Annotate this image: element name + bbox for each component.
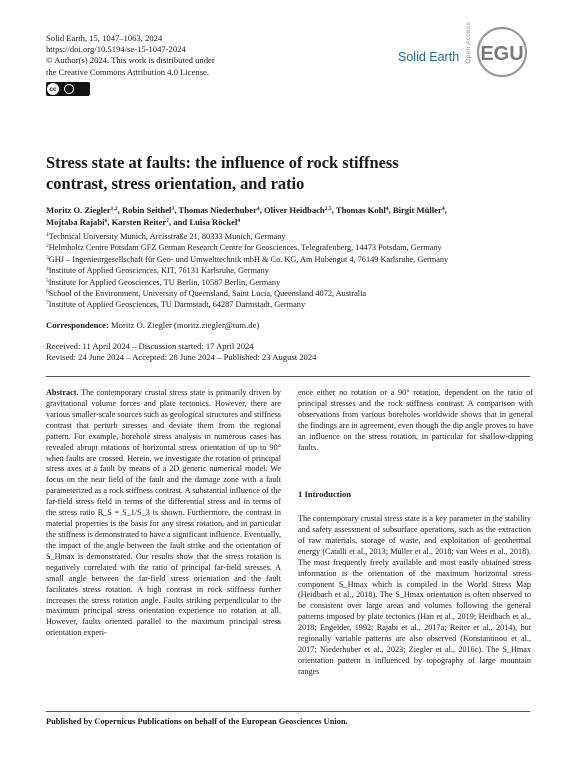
abstract-continuation-text: ence either no rotation or a 90° rotation, dependent on the ratio of principal stresses and the rock stiffness contrast. A comparison with observations from various boreholes worldwide shows that in general the findings are in agreement, even though the dip angle proves to have an influence on the stress rotation, in particular for shallow-dipping faults. [298, 388, 533, 452]
dates-received: Received: 11 April 2024 – Discussion started: 17 April 2024 [46, 341, 254, 351]
egu-logo-icon [476, 26, 528, 78]
publication-dates [46, 341, 316, 364]
copyright: © Author(s) 2024. This work is distributed under [46, 55, 215, 66]
author-affiliation-ref: 4 [237, 218, 241, 224]
doi-link[interactable]: https://doi.org/10.5194/se-15-1047-2024 [46, 44, 186, 55]
affiliation-item: $^6$School of the Environment, University of Queensland, Saint Lucia, Queensland 4072, Australia [46, 289, 367, 299]
by-icon [64, 84, 74, 94]
author-name: Moritz O. Ziegler [46, 205, 111, 215]
affiliation-item: $^7$Institute of Applied Geosciences, TU Darmstadt, 64287 Darmstadt, Germany [46, 300, 306, 310]
introduction-text: The contemporary crustal stress state is a key parameter in the stability and safety assessment of subsurface operations, such as the extraction of raw materials, storage of waste, and exploitation of geothermal energy (Catalli et al., 2013; Müller et al., 2018; van Wees et al., 2018). The most frequently freely available and most easily obtained stress information is the orientation of the maximum horizontal stress component S_Hmax which is compiled in the World Stress Map (Heidbach et al., 2018). The S_Hmax orientation is often observed to be consistent over large areas and volumes following the general patterns imposed by plate tectonics (Han et al., 2019; Heidbach et al., 2018; Engelder, 1992; Rajabi et al., 2017a; Reiter et al., 2014), but regionally variable patterns are also observed (Konstantinou et al., 2017; Niederhuber et al., 2023; Ziegler et al., 2016c). The S_Hmax orientation pattern is influenced by topography of large mountain ranges [298, 514, 531, 676]
cc-license-badge[interactable] [46, 82, 90, 96]
section-heading-introduction: 1 Introduction [298, 489, 352, 499]
egu-logo-text: EGU [480, 43, 524, 65]
abstract-column [46, 388, 281, 706]
dates-published: Revised: 24 June 2024 – Accepted: 28 June 2024 – Published: 23 August 2024 [46, 352, 317, 363]
citation: Solid Earth, 15, 1047–1063, 2024 [46, 33, 163, 43]
correspondence [46, 320, 259, 330]
author-affiliation-ref: 4 [256, 206, 260, 212]
license-line: the Creative Commons Attribution 4.0 License. [46, 66, 210, 77]
author-affiliation-ref: 2,5 [324, 206, 332, 212]
affiliation-list [46, 231, 536, 311]
correspondence-label: Correspondence: [46, 320, 109, 330]
author-name: Mojtaba Rajabi [46, 217, 105, 227]
abstract-text: The contemporary crustal stress state is primarily driven by gravitational volume forces and plate tectonics. However, there are various smaller-scale sources such as geological structures and stiffness contrast that perturb stresses and deviate them from the regional pattern. For example, borehole stress analysis in numerous cases has revealed abrupt rotations of horizontal stress orientation of up to 90° when faults are crossed. Herein, we investigate the rotation of principal stress axes at a fault by means of a 2D generic numerical model. We focus on the near field of the fault and the damage zone with a fault parameterized as a rock stiffness contrast. A substantial influence of the far-field stress field in terms of the differential stress and in terms of the stress ratio R_S = S_1/S_3 is shown. Furthermore, the contrast in material properties is the basis for any stress rotation, and in particular the stiffness is demonstrated to have a significant influence. Eventually, the impact of the angle between the fault strike and the orientation of S_Hmax is demonstrated. Our results show that the stress rotation is negatively correlated with the ratio of principal far-field stresses. A small angle between the far-field stress orientation and the fault facilitates stress rotation. A high contrast in rock stiffness further increases the stress rotation angle. Faults striking perpendicular to the maximum principal stress orientation experience no rotation at all. However, faults oriented parallel to the maximum principal stress orientation experi- [46, 388, 281, 638]
correspondence-email[interactable]: Moritz O. Ziegler (moritz.ziegler@tum.de) [111, 320, 260, 330]
header-divider [46, 376, 530, 377]
author-affiliation-ref: 7 [166, 218, 170, 224]
affiliation-item: $^5$Institute for Applied Geosciences, TU Berlin, 10587 Berlin, Germany [46, 277, 281, 287]
author-affiliation-ref: 4 [385, 206, 389, 212]
affiliation-item: $^1$Technical University Munich, Arcisstraße 21, 80333 Munich, Germany [46, 232, 286, 241]
publisher-footer: Published by Copernicus Publications on behalf of the European Geosciences Union. [46, 717, 348, 726]
header-meta [46, 33, 286, 78]
author-name: Birgit Müller [392, 205, 442, 215]
author-list: Moritz O. Ziegler$^{1,2}$, Robin Seithel$^3$, Thomas Niederhuber$^4$, Oliver Heidbach$^{2,5}$, Thomas Kohl$^4$, Birgit Müller$^4$, Mojtaba Rajabi$^6$, Karsten Reiter$^7$, and Luisa Röckel$^4$ [46, 205, 447, 227]
author-name: Oliver Heidbach [264, 205, 325, 215]
abstract-continuation [298, 388, 533, 454]
author-affiliation-ref: 1,2 [110, 206, 118, 212]
author-affiliation-ref: 6 [104, 218, 108, 224]
author-name: Karsten Reiter [111, 217, 167, 227]
journal-name: Solid Earth [398, 50, 460, 64]
affiliation-item: $^4$Institute of Applied Geosciences, KIT, 76131 Karlsruhe, Germany [46, 266, 269, 276]
author-name: Robin Seithel [121, 205, 172, 215]
author-name: Thomas Niederhuber [178, 205, 257, 215]
open-access-label: Open Access [465, 22, 472, 64]
author-name: Luisa Röckel [189, 217, 238, 227]
author-name: Thomas Kohl [335, 205, 386, 215]
paper-title [46, 153, 466, 194]
abstract-label: Abstract. [46, 388, 79, 397]
cc-icon: cc [47, 83, 59, 95]
author-affiliation-ref: 4 [441, 206, 445, 212]
author-affiliation-ref: 3 [171, 206, 175, 212]
footer-divider [46, 711, 530, 712]
affiliation-item: $^3$GHJ – Ingenieurgesellschaft für Geo- und Umwelttechnik mbH & Co. KG, Am Hubengut 4, 76149 Karlsruhe, Germany [46, 254, 449, 264]
title-line: contrast, stress orientation, and ratio [46, 173, 305, 193]
title-line: Stress state at faults: the influence of rock stiffness [46, 153, 399, 172]
affiliation-item: $^2$Helmholtz Centre Potsdam GFZ German Research Centre for Geosciences, Telegrafenberg, 14473 Potsdam, Germany [46, 243, 442, 253]
